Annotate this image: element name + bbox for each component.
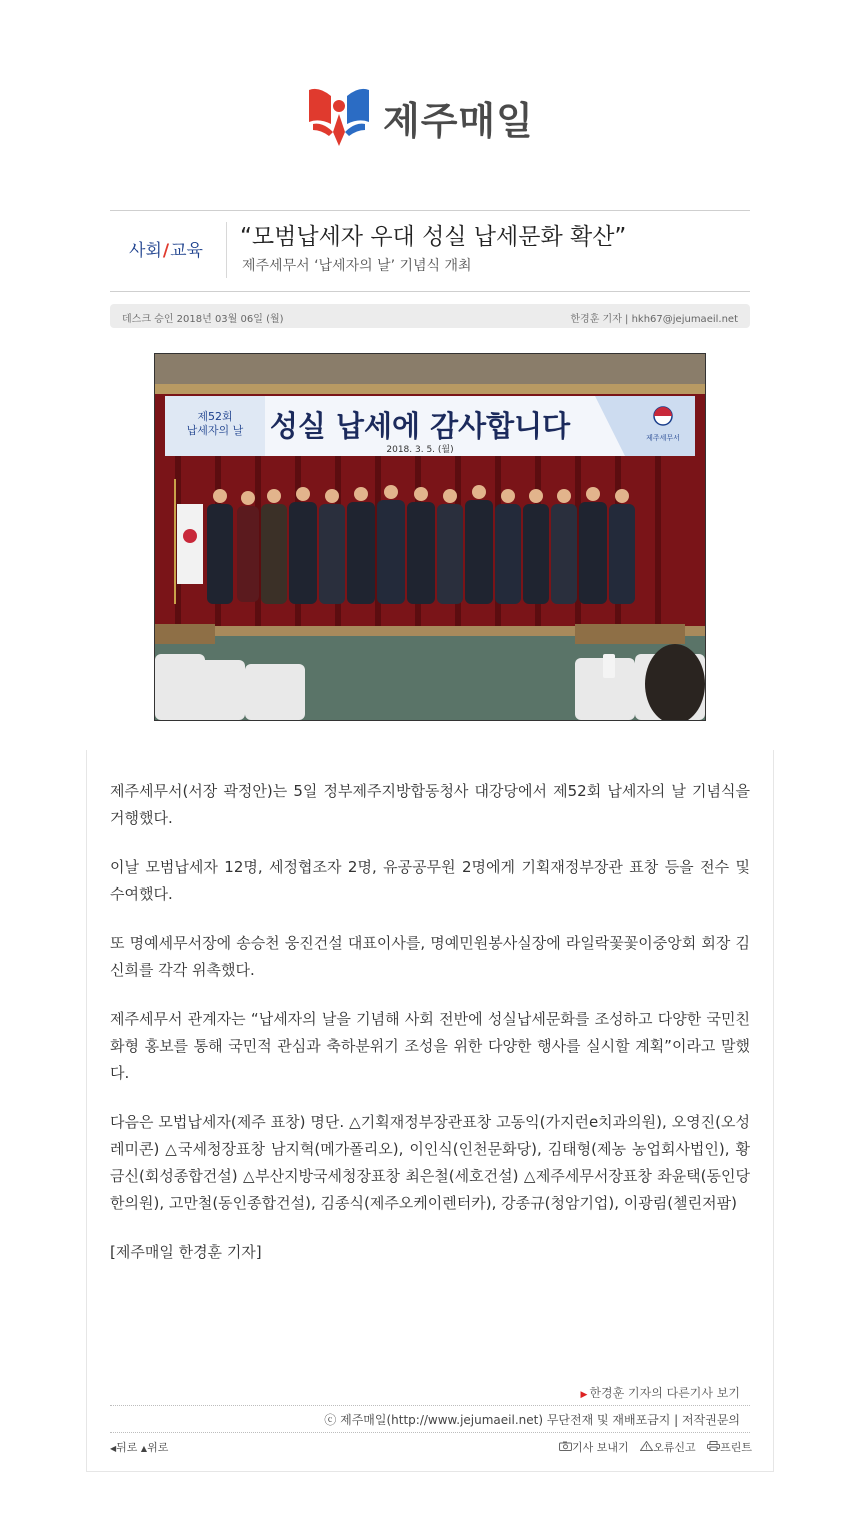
back-button[interactable]: ◀뒤로 [110,1441,138,1454]
article-meta-bar [110,304,750,328]
triangle-left-icon: ◀ [110,1444,117,1453]
top-button[interactable]: ▲위로 [140,1441,169,1454]
site-logo[interactable] [305,84,555,150]
report-error-button[interactable]: 오류신고 [640,1441,699,1454]
footer-dotted-rule [110,1432,750,1433]
alert-icon [640,1441,653,1451]
article-paragraph: 제주세무서(서장 곽정안)는 5일 정부제주지방합동청사 대강당에서 제52회 납세자의 날 기념식을 거행했다. [110,782,750,827]
article-headline: “모범납세자 우대 성실 납세문화 확산” [240,224,627,250]
banner-main-text: 성실 납세에 감사합니다 [269,409,571,443]
article-paragraph: 또 명예세무서장에 송승천 웅진건설 대표이사를, 명예민원봉사실장에 라일락꽃꽃이중앙회 회장 김신희를 각각 위촉했다. [110,934,750,979]
article-photo [154,353,706,721]
article-subheadline: 제주세무서 ‘납세자의 날’ 기념식 개최 [242,258,472,274]
section-label: 사회 [129,241,162,261]
approval-date: 데스크 승인 2018년 03월 06일 (월) [122,314,284,325]
page-nav [110,1439,168,1455]
ceremony-photo [155,354,705,720]
triangle-right-icon: ▶ [580,1390,588,1400]
banner-small-line-1: 제52회 [197,410,233,423]
banner-date: 2018. 3. 5. (월) [386,445,454,455]
footer-dotted-rule [110,1405,750,1406]
camera-icon [559,1441,572,1451]
more-articles-label: 한경훈 기자의 다른기사 보기 [589,1386,740,1400]
triangle-up-icon: ▲ [140,1444,148,1453]
article-tools [551,1439,752,1455]
print-button[interactable]: 프린트 [707,1441,752,1454]
header-divider [226,222,227,278]
banner-org: 제주세무서 [646,434,680,442]
header-bottom-rule [110,291,750,292]
article-paragraph: 제주세무서 관계자는 “납세자의 날을 기념해 사회 전반에 성실납세문화를 조성하고 다양한 국민친화형 홍보를 통해 국민적 관심과 축하분위기 조성을 위한 다양한 행사를 실시할 계획”이라고 말했다. [110,1010,750,1082]
header-top-rule [110,210,750,211]
jejumaeil-logo-mark [305,84,375,150]
banner-small-line-2: 납세자의 날 [186,424,244,437]
article-paragraph: 다음은 모법납세자(제주 표창) 명단. △기획재정부장관표창 고동익(가지런e치과의원), 오영진(오성레미콘) △국세청장표창 남지혁(메가폴리오), 이인식(인천문화당), 김태형(제농 농업회사법인), 황금신(회성종합건설) △부산지방국세청장표창 최은철(세호건설) △제주세무서장표창 좌윤택(동인당한의원), 고만철(동인종합건설), 김종식(제주오케이렌터카), 강종규(청암기업), 이광림(첼린저팜) [110,1113,750,1212]
send-article-button[interactable]: 기사 보내기 [559,1441,632,1454]
printer-icon [707,1441,720,1451]
site-name: 제주매일 [383,99,534,143]
subsection-label: 교육 [170,241,203,261]
more-articles-link[interactable] [581,1384,740,1401]
article-paragraph: 이날 모범납세자 12명, 세정협조자 2명, 유공공무원 2명에게 기획재정부장관 표창 등을 전수 및 수여했다. [110,858,750,903]
author-info[interactable]: 한경훈 기자 | hkh67@jejumaeil.net [570,314,738,325]
article-section[interactable]: 사회/교육 [129,241,203,261]
article-body [110,778,750,1288]
copyright-notice: ⓒ 제주매일(http://www.jejumaeil.net) 무단전재 및 재배포금지 | 저작권문의 [324,1413,740,1427]
article-byline: [제주매일 한경훈 기자] [110,1243,262,1261]
